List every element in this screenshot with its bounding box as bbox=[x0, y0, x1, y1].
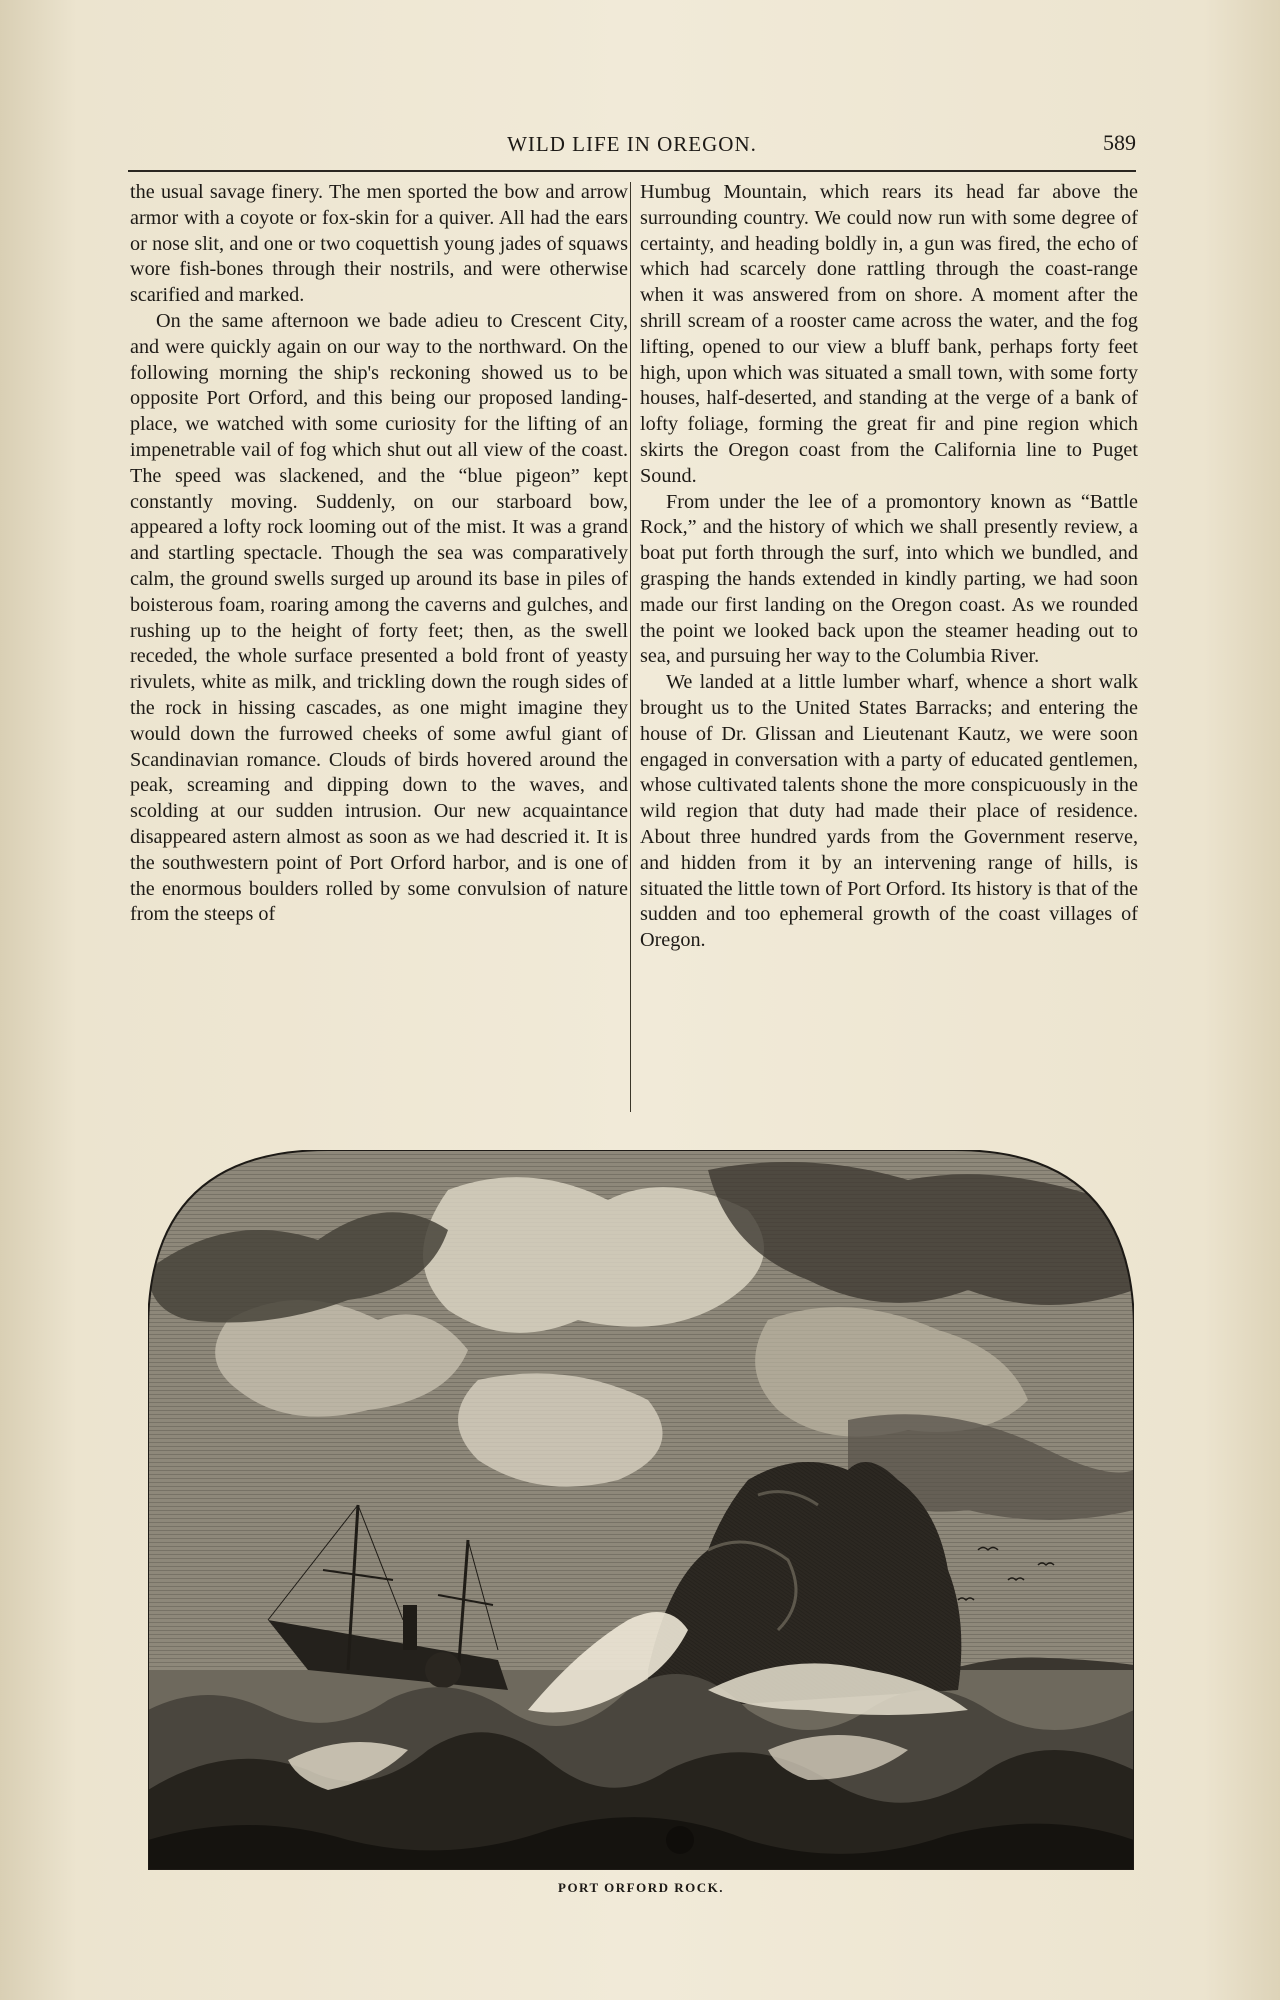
left-column bbox=[130, 180, 628, 1120]
right-paragraph-3: We landed at a little lumber wharf, whence a short walk brought us to the United States Barracks; and entering the house of Dr. Glissan and Lieutenant Kautz, we were soon engaged in conversation with a party of educated gentlemen, whose cultivated talents shone the more conspicuously in the wild region that duty had made their place of residence. About three hundred yards from the Government reserve, and hidden from it by an intervening range of hills, is situated the little town of Port Orford. Its history is that of the sudden and too ephemeral growth of the coast villages of Oregon. bbox=[640, 671, 1138, 952]
column-divider bbox=[630, 182, 631, 1112]
engraving-port-orford-rock bbox=[148, 1150, 1134, 1870]
left-paragraph-1: the usual savage finery. The men sported the bow and arrow armor with a coyote or fox-skin for a quiver. All had the ears or nose slit, and one or two coquettish young jades of squaws wore fish-bones through their nostrils, and were otherwise scarified and marked. bbox=[130, 181, 628, 307]
right-paragraph-2: From under the lee of a promontory known as “Battle Rock,” and the history of which we shall presently review, a boat put forth through the surf, into which we bundled, and grasping the hands extended in kindly parting, we had soon made our first landing on the Oregon coast. As we rounded the point we looked back upon the steamer heading out to sea, and pursuing her way to the Columbia River. bbox=[640, 490, 1138, 668]
buoy bbox=[666, 1826, 694, 1854]
page-header bbox=[128, 128, 1136, 162]
illustration-caption: PORT ORFORD ROCK. bbox=[558, 1880, 724, 1895]
left-paragraph-2: On the same afternoon we bade adieu to Crescent City, and were quickly again on our way to the northward. On the following morning the ship's reckoning showed us to be opposite Port Orford, and this being our proposed landing-place, we watched with some curiosity for the lifting of an impenetrable vail of fog which shut out all view of the coast. The speed was slackened, and the “blue pigeon” kept constantly moving. Suddenly, on our starboard bow, appeared a lofty rock looming out of the mist. It was a grand and startling spectacle. Though the sea was comparatively calm, the ground swells surged up around its base in piles of boisterous foam, roaring among the caverns and gulches, and rushing up to the height of forty feet; then, as the swell receded, the whole surface presented a bold front of yeasty rivulets, white as milk, and trickling down the rough sides of the rock in hissing cascades, as one might imagine they would down the furrowed cheeks of some awful giant of Scandinavian romance. Clouds of birds hovered around the peak, screaming and dipping down to the waves, and scolding at our sudden intrusion. Our new acquaintance disappeared astern almost as soon as we had descried it. It is the southwestern point of Port Orford harbor, and is one of the enormous boulders rolled by some convulsion of nature from the steeps of bbox=[130, 309, 628, 926]
header-rule bbox=[128, 170, 1136, 172]
right-paragraph-1: Humbug Mountain, which rears its head far above the surrounding country. We could now run with some degree of certainty, and heading boldly in, a gun was fired, the echo of which had scarcely done rattling through the coast-range when it was answered from on shore. A moment after the shrill scream of a rooster came across the water, and the fog lifting, opened to our view a bluff bank, perhaps forty feet high, upon which was situated a small town, with some forty houses, half-deserted, and standing at the verge of a bank of lofty foliage, forming the great fir and pine region which skirts the Oregon coast from the California line to Puget Sound. bbox=[640, 181, 1138, 487]
engraving-image bbox=[148, 1150, 1134, 1870]
running-title: WILD LIFE IN OREGON. bbox=[507, 132, 757, 156]
page-number: 589 bbox=[1103, 130, 1136, 155]
right-column bbox=[640, 180, 1138, 1120]
